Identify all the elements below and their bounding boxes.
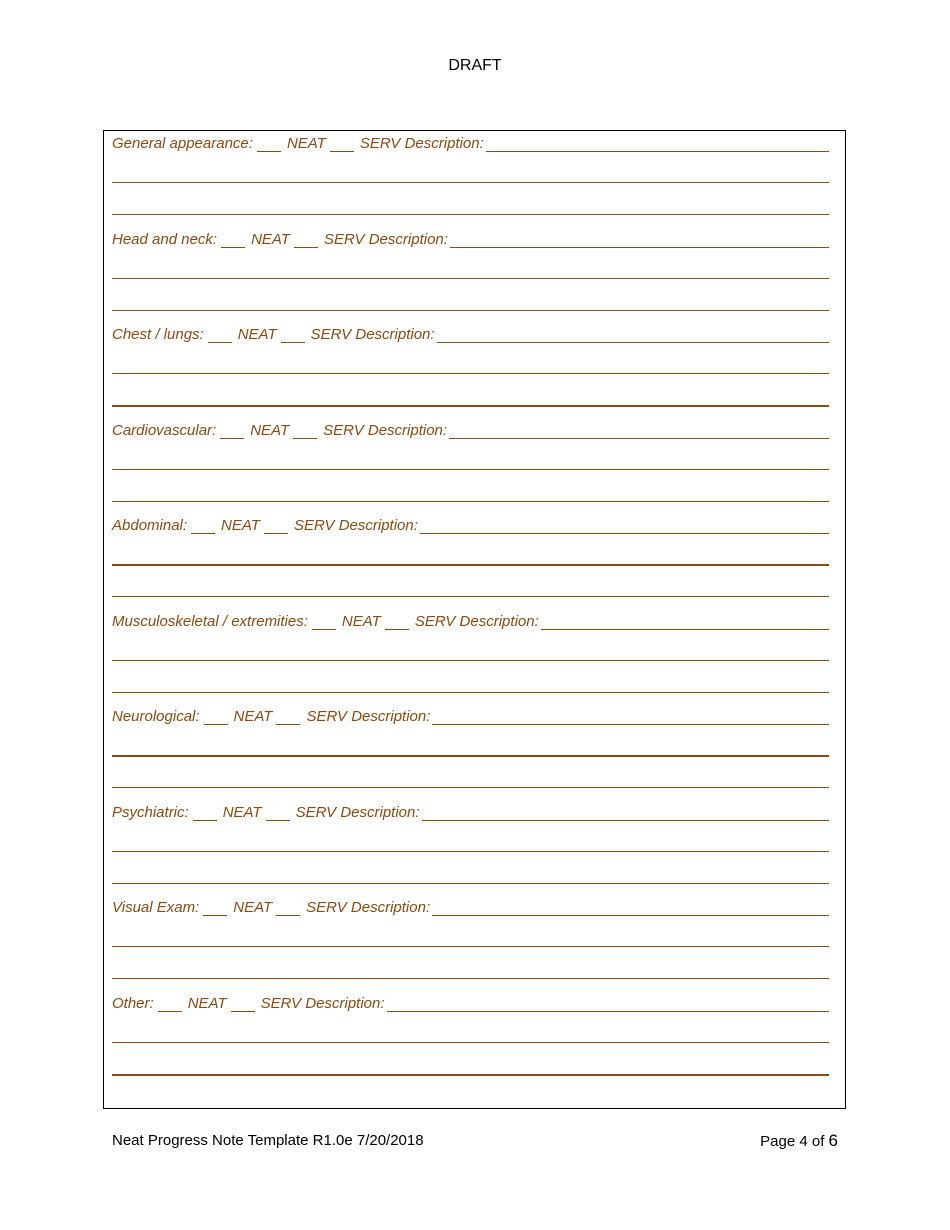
exam-section <box>104 800 845 896</box>
serv-checkbox-blank[interactable] <box>385 615 409 630</box>
description-input-line[interactable] <box>387 995 829 1012</box>
description-continuation-line[interactable] <box>112 978 829 979</box>
description-continuation-line[interactable] <box>112 405 829 407</box>
description-continuation-line[interactable] <box>112 596 829 597</box>
neat-label: NEAT <box>251 230 290 248</box>
neat-checkbox-blank[interactable] <box>203 901 227 916</box>
exam-section <box>104 418 845 514</box>
description-continuation-line[interactable] <box>112 851 829 852</box>
exam-section <box>104 991 845 1087</box>
section-label-line <box>112 134 829 152</box>
exam-form <box>103 130 846 1109</box>
section-label: General appearance: <box>112 135 253 152</box>
serv-description-label: SERV Description: <box>260 994 385 1012</box>
description-continuation-line[interactable] <box>112 1074 829 1076</box>
neat-checkbox-blank[interactable] <box>158 997 182 1012</box>
footer-page-number <box>760 1131 838 1151</box>
section-label: Other: <box>112 994 154 1012</box>
description-input-line[interactable] <box>432 708 829 725</box>
section-label: Cardiovascular: <box>112 421 217 439</box>
serv-description-label: SERV Description: <box>414 612 539 630</box>
exam-section <box>104 131 845 227</box>
serv-checkbox-blank[interactable] <box>276 710 300 725</box>
exam-section <box>104 609 845 705</box>
description-input-line[interactable] <box>422 804 829 821</box>
neat-checkbox-blank[interactable] <box>191 519 215 534</box>
section-label-line <box>112 421 829 439</box>
neat-label: NEAT <box>222 803 262 821</box>
serv-description-label: SERV Description: <box>295 803 420 821</box>
description-continuation-line[interactable] <box>112 946 829 947</box>
serv-description-label: SERV Description: <box>306 899 431 916</box>
serv-description-label: SERV Description: <box>359 135 484 152</box>
footer-template-name: Neat Progress Note Template R1.0e 7/20/2018 <box>112 1132 424 1149</box>
serv-description-label: SERV Description: <box>293 517 418 534</box>
description-continuation-line[interactable] <box>112 564 829 566</box>
description-continuation-line[interactable] <box>112 278 829 279</box>
page-number-prefix: Page 4 of <box>760 1133 829 1150</box>
neat-checkbox-blank[interactable] <box>220 424 244 439</box>
exam-section <box>104 513 845 609</box>
neat-checkbox-blank[interactable] <box>221 233 245 248</box>
section-label: Abdominal: <box>112 517 188 534</box>
neat-label: NEAT <box>341 612 381 630</box>
section-label-line <box>112 325 829 343</box>
description-input-line[interactable] <box>486 135 829 152</box>
neat-label: NEAT <box>233 899 273 916</box>
serv-checkbox-blank[interactable] <box>294 233 318 248</box>
description-continuation-line[interactable] <box>112 214 829 215</box>
section-label: Neurological: <box>112 708 200 725</box>
description-input-line[interactable] <box>432 899 829 916</box>
section-label-line <box>112 994 829 1012</box>
description-continuation-line[interactable] <box>112 373 829 374</box>
neat-label: NEAT <box>250 421 290 439</box>
description-continuation-line[interactable] <box>112 692 829 693</box>
description-continuation-line[interactable] <box>112 182 829 183</box>
section-label: Psychiatric: <box>112 803 189 821</box>
serv-description-label: SERV Description: <box>323 421 448 439</box>
page-number-total: 6 <box>828 1131 838 1150</box>
section-label: Chest / lungs: <box>112 326 204 343</box>
section-label: Visual Exam: <box>112 899 200 916</box>
description-continuation-line[interactable] <box>112 787 829 788</box>
serv-description-label: SERV Description: <box>306 708 431 725</box>
page-header-title: DRAFT <box>448 57 502 74</box>
serv-checkbox-blank[interactable] <box>276 901 300 916</box>
exam-sections <box>104 131 845 1086</box>
section-label-line <box>112 516 829 534</box>
serv-checkbox-blank[interactable] <box>231 997 255 1012</box>
neat-checkbox-blank[interactable] <box>204 710 228 725</box>
section-label-line <box>112 707 829 725</box>
neat-checkbox-blank[interactable] <box>257 137 281 152</box>
exam-section <box>104 227 845 323</box>
serv-checkbox-blank[interactable] <box>266 806 290 821</box>
neat-label: NEAT <box>221 517 260 534</box>
description-continuation-line[interactable] <box>112 310 829 311</box>
description-continuation-line[interactable] <box>112 1042 829 1043</box>
neat-label: NEAT <box>286 135 326 152</box>
section-label-line <box>112 803 829 821</box>
section-label-line <box>112 612 829 630</box>
serv-checkbox-blank[interactable] <box>264 519 288 534</box>
serv-checkbox-blank[interactable] <box>293 424 317 439</box>
description-continuation-line[interactable] <box>112 660 829 661</box>
description-input-line[interactable] <box>420 517 829 534</box>
exam-section <box>104 704 845 800</box>
exam-section <box>104 895 845 991</box>
serv-checkbox-blank[interactable] <box>281 328 305 343</box>
description-continuation-line[interactable] <box>112 755 829 757</box>
neat-label: NEAT <box>187 994 227 1012</box>
neat-checkbox-blank[interactable] <box>312 615 336 630</box>
description-input-line[interactable] <box>437 326 829 343</box>
serv-checkbox-blank[interactable] <box>330 137 354 152</box>
description-input-line[interactable] <box>449 422 829 439</box>
neat-checkbox-blank[interactable] <box>193 806 217 821</box>
section-label: Head and neck: <box>112 230 218 248</box>
description-input-line[interactable] <box>450 231 829 248</box>
neat-checkbox-blank[interactable] <box>208 328 232 343</box>
section-label-line <box>112 230 829 248</box>
description-continuation-line[interactable] <box>112 469 829 470</box>
description-continuation-line[interactable] <box>112 501 829 502</box>
exam-section <box>104 322 845 418</box>
description-input-line[interactable] <box>541 613 829 630</box>
description-continuation-line[interactable] <box>112 883 829 884</box>
neat-label: NEAT <box>237 326 277 343</box>
neat-label: NEAT <box>233 708 273 725</box>
serv-description-label: SERV Description: <box>310 326 435 343</box>
section-label: Musculoskeletal / extremities: <box>112 612 308 630</box>
serv-description-label: SERV Description: <box>323 230 448 248</box>
section-label-line <box>112 898 829 916</box>
